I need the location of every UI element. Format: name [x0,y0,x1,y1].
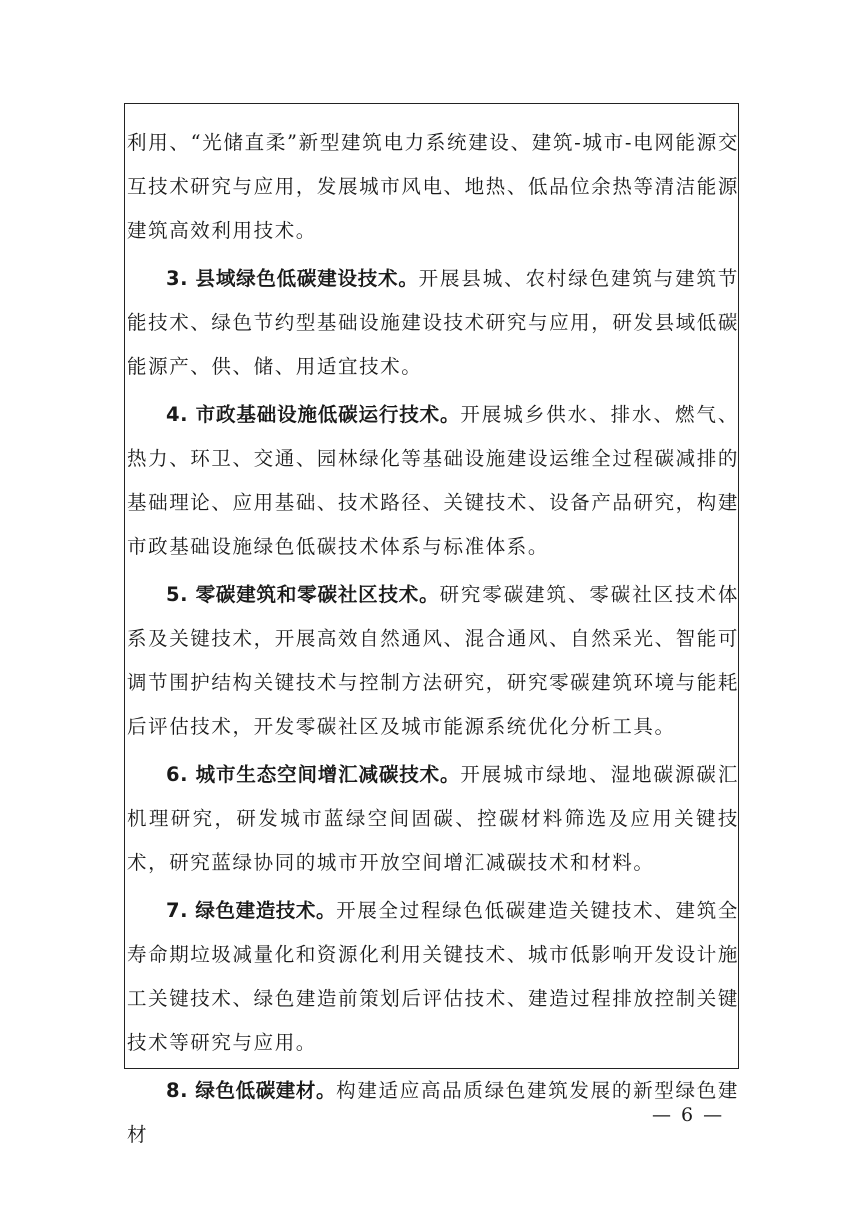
paragraph-text: 利用、“光储直柔”新型建筑电力系统建设、建筑-城市-电网能源交互技术研究与应用，发展城市风电、地热、低品位余热等清洁能源建筑高效利用技术。 [127,131,739,242]
paragraph-text: 研究零碳建筑、零碳社区技术体系及关键技术，开展高效自然通风、混合通风、自然采光、智能可调节围护结构关键技术与控制方法研究，研究零碳建筑环境与能耗后评估技术，开发零碳社区及城市能源系统优化分析工具。 [127,583,740,738]
section-heading: 7. 绿色建造技术。 [166,899,337,922]
paragraph-7 [127,1069,739,1157]
paragraph-4 [127,573,739,749]
paragraph-text: 构建适应高品质绿色建筑发展的新型绿色建材 [127,1079,739,1146]
paragraph-text: 开展城市绿地、湿地碳源碳汇机理研究，研发城市蓝绿空间固碳、控碳材料筛选及应用关键技术，研究蓝绿协同的城市开放空间增汇减碳技术和材料。 [127,763,739,874]
paragraph-text: 开展县城、农村绿色建筑与建筑节能技术、绿色节约型基础设施建设技术研究与应用，研发县域低碳能源产、供、储、用适宜技术。 [127,267,739,378]
paragraph-5 [127,753,739,885]
page-number: — 6 — [652,1104,725,1126]
paragraph-6 [127,889,739,1065]
document-body [127,121,739,1161]
section-heading: 5. 零碳建筑和零碳社区技术。 [166,583,440,606]
section-heading: 6. 城市生态空间增汇减碳技术。 [166,763,461,786]
paragraph-2 [127,257,739,389]
paragraph-text: 开展全过程绿色低碳建造关键技术、建筑全寿命期垃圾减量化和资源化利用关键技术、城市低影响开发设计施工关键技术、绿色建造前策划后评估技术、建造过程排放控制关键技术等研究与应用。 [127,899,739,1054]
section-heading: 8. 绿色低碳建材。 [166,1079,337,1102]
section-heading: 4. 市政基础设施低碳运行技术。 [166,403,461,426]
section-heading: 3. 县域绿色低碳建设技术。 [166,267,419,290]
paragraph-3 [127,393,739,569]
paragraph-1 [127,121,739,253]
paragraph-text: 开展城乡供水、排水、燃气、热力、环卫、交通、园林绿化等基础设施建设运维全过程碳减排的基础理论、应用基础、技术路径、关键技术、设备产品研究，构建市政基础设施绿色低碳技术体系与标准体系。 [127,403,739,558]
